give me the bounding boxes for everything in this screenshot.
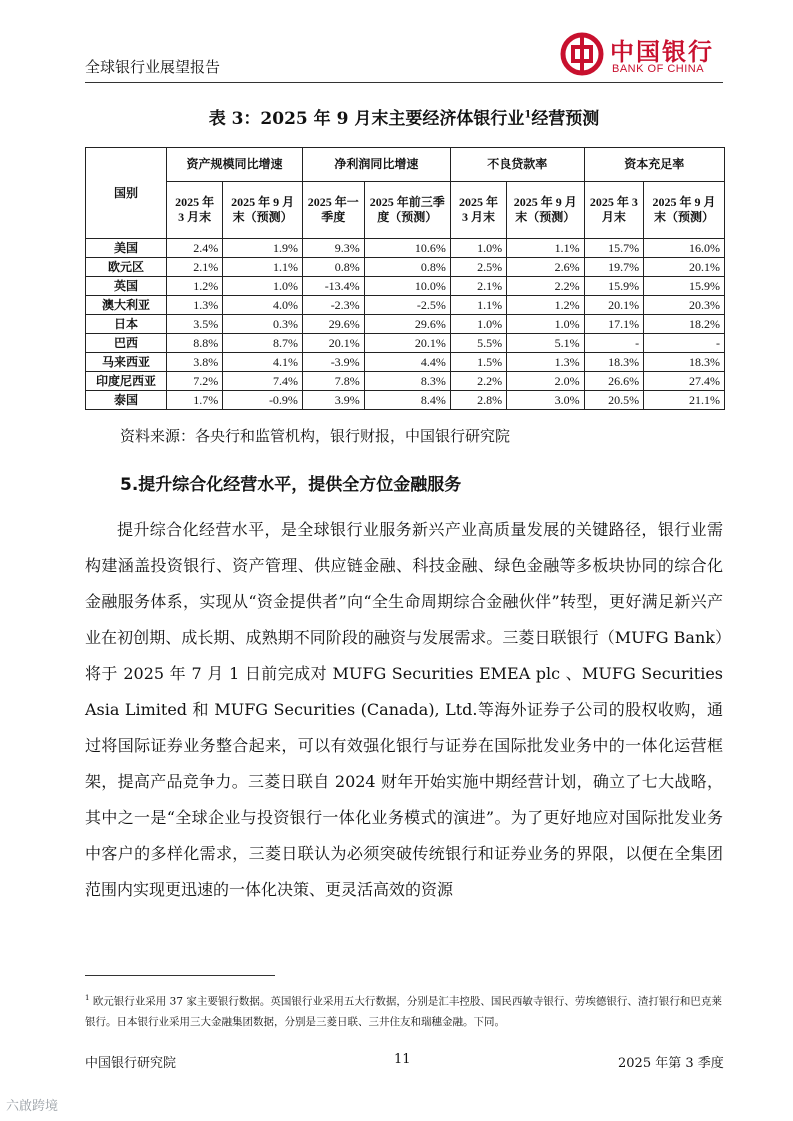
country-cell: 澳大利亚 — [86, 296, 167, 315]
value-cell: 20.1% — [644, 258, 725, 277]
value-cell: 2.6% — [507, 258, 585, 277]
page-number: 11 — [394, 1052, 411, 1067]
country-cell: 英国 — [86, 277, 167, 296]
country-cell: 泰国 — [86, 391, 167, 410]
body-paragraph: 提升综合化经营水平，是全球银行业服务新兴产业高质量发展的关键路径，银行业需构建涵盖投资银行、资产管理、供应链金融、科技金融、绿色金融等多板块协同的综合化金融服务体系，实现从“资金提供者”向“全生命周期综合金融伙伴”转型，更好满足新兴产业在初创期、成长期、成熟期不同阶段的融资与发展需求。三菱日联银行（MUFG Bank）将于 2025 年 7 月 1 日前完成对 MUFG Securities EMEA plc 、MUFG Securities Asia Limited 和 MUFG Securities (Canada), Ltd.等海外证券子公司的股权收购，通过将国际证券业务整合起来，可以有效强化银行与证券在国际批发业务中的一体化运营框架，提高产品竞争力。三菱日联自 2024 财年开始实施中期经营计划，确立了七大战略，其中之一是“全球企业与投资银行一体化业务模式的演进”。为了更好地应对国际批发业务中客户的多样化需求，三菱日联认为必须突破传统银行和证券业务的界限，以便在全集团范围内实现更迅速的一体化决策、更灵活高效的资源 — [85, 520, 723, 899]
value-cell: 21.1% — [644, 391, 725, 410]
value-cell: 3.0% — [507, 391, 585, 410]
table-row — [86, 239, 725, 258]
value-cell: - — [644, 334, 725, 353]
value-cell: 5.1% — [507, 334, 585, 353]
value-cell: -3.9% — [302, 353, 364, 372]
subheader: 2025 年 3 月末 — [450, 182, 506, 239]
table-row — [86, 258, 725, 277]
value-cell: 8.8% — [167, 334, 223, 353]
footnote — [85, 988, 723, 1032]
table-row — [86, 296, 725, 315]
value-cell: -2.5% — [364, 296, 450, 315]
value-cell: 3.9% — [302, 391, 364, 410]
value-cell: 16.0% — [644, 239, 725, 258]
bank-logo-chinese: 中国银行 — [610, 37, 714, 66]
value-cell: 1.0% — [223, 277, 303, 296]
table-row — [86, 391, 725, 410]
value-cell: 2.5% — [450, 258, 506, 277]
value-cell: 26.6% — [584, 372, 644, 391]
value-cell: -0.9% — [223, 391, 303, 410]
country-cell: 美国 — [86, 239, 167, 258]
value-cell: 1.2% — [167, 277, 223, 296]
table-caption — [85, 104, 723, 129]
value-cell: 1.3% — [507, 353, 585, 372]
table-caption-tail: 经营预测 — [531, 109, 600, 129]
footnote-divider — [85, 975, 275, 976]
value-cell: 3.5% — [167, 315, 223, 334]
value-cell: 1.9% — [223, 239, 303, 258]
value-cell: 1.3% — [167, 296, 223, 315]
footnote-text: 欧元银行业采用 37 家主要银行数据。英国银行业采用五大行数据，分别是汇丰控股、国民西敏寺银行、劳埃德银行、渣打银行和巴克莱银行。日本银行业采用三大金融集团数据，分别是三菱日联、三井住友和瑞穗金融。下同。 — [85, 995, 722, 1028]
value-cell: 1.5% — [450, 353, 506, 372]
value-cell: 1.1% — [450, 296, 506, 315]
footer-period: 2025 年第 3 季度 — [618, 1056, 724, 1071]
value-cell: 15.7% — [584, 239, 644, 258]
value-cell: 20.1% — [584, 296, 644, 315]
value-cell: 10.0% — [364, 277, 450, 296]
value-cell: 2.0% — [507, 372, 585, 391]
subheader: 2025 年前三季度（预测） — [364, 182, 450, 239]
value-cell: 10.6% — [364, 239, 450, 258]
value-cell: 8.7% — [223, 334, 303, 353]
value-cell: 2.1% — [167, 258, 223, 277]
bank-emblem-icon — [560, 32, 604, 76]
value-cell: 15.9% — [584, 277, 644, 296]
value-cell: 4.0% — [223, 296, 303, 315]
table-row — [86, 353, 725, 372]
value-cell: 7.8% — [302, 372, 364, 391]
value-cell: 4.1% — [223, 353, 303, 372]
subheader: 2025 年 9 月末（预测） — [644, 182, 725, 239]
footer-publisher: 中国银行研究院 — [85, 1056, 177, 1071]
value-cell: 20.1% — [364, 334, 450, 353]
value-cell: 18.3% — [644, 353, 725, 372]
value-cell: 2.2% — [450, 372, 506, 391]
subheader: 2025 年 9 月末（预测） — [223, 182, 303, 239]
subheader: 2025 年 3 月末 — [584, 182, 644, 239]
value-cell: 29.6% — [302, 315, 364, 334]
value-cell: 7.2% — [167, 372, 223, 391]
group-header-npl-ratio: 不良贷款率 — [450, 148, 584, 182]
value-cell: 4.4% — [364, 353, 450, 372]
report-title: 全球银行业展望报告 — [85, 58, 221, 76]
country-cell: 印度尼西亚 — [86, 372, 167, 391]
banking-forecast-table — [85, 147, 725, 410]
data-source-note: 资料来源：各央行和监管机构，银行财报，中国银行研究院 — [120, 427, 511, 445]
value-cell: 29.6% — [364, 315, 450, 334]
country-cell: 欧元区 — [86, 258, 167, 277]
value-cell: 3.8% — [167, 353, 223, 372]
value-cell: 2.4% — [167, 239, 223, 258]
value-cell: 1.1% — [507, 239, 585, 258]
table-row — [86, 277, 725, 296]
watermark: 六啟跨境 — [6, 1099, 59, 1114]
value-cell: 1.2% — [507, 296, 585, 315]
value-cell: 2.1% — [450, 277, 506, 296]
section-heading: 5.提升综合化经营水平，提供全方位金融服务 — [120, 475, 462, 495]
value-cell: 1.7% — [167, 391, 223, 410]
value-cell: 1.0% — [450, 315, 506, 334]
value-cell: 15.9% — [644, 277, 725, 296]
header-divider — [85, 82, 723, 83]
value-cell: 18.2% — [644, 315, 725, 334]
country-cell: 日本 — [86, 315, 167, 334]
table-row — [86, 334, 725, 353]
bank-logo-english: BANK OF CHINA — [612, 63, 705, 75]
value-cell: 20.1% — [302, 334, 364, 353]
value-cell: 8.3% — [364, 372, 450, 391]
value-cell: 0.3% — [223, 315, 303, 334]
value-cell: 20.5% — [584, 391, 644, 410]
country-column-header: 国别 — [86, 148, 167, 239]
footnote-reference: 1 — [524, 109, 532, 121]
value-cell: - — [584, 334, 644, 353]
subheader: 2025 年一季度 — [302, 182, 364, 239]
value-cell: 20.3% — [644, 296, 725, 315]
group-header-profit-growth: 净利润同比增速 — [302, 148, 450, 182]
value-cell: -13.4% — [302, 277, 364, 296]
value-cell: 27.4% — [644, 372, 725, 391]
subheader: 2025 年 9 月末（预测） — [507, 182, 585, 239]
value-cell: 1.0% — [450, 239, 506, 258]
value-cell: 8.4% — [364, 391, 450, 410]
value-cell: 0.8% — [364, 258, 450, 277]
value-cell: 0.8% — [302, 258, 364, 277]
value-cell: 19.7% — [584, 258, 644, 277]
value-cell: 2.2% — [507, 277, 585, 296]
group-header-capital-adequacy: 资本充足率 — [584, 148, 724, 182]
table-row — [86, 315, 725, 334]
value-cell: 1.0% — [507, 315, 585, 334]
table-caption-main: 表 3：2025 年 9 月末主要经济体银行业 — [208, 109, 525, 129]
table-row — [86, 372, 725, 391]
value-cell: 17.1% — [584, 315, 644, 334]
country-cell: 巴西 — [86, 334, 167, 353]
value-cell: 9.3% — [302, 239, 364, 258]
country-cell: 马来西亚 — [86, 353, 167, 372]
value-cell: 5.5% — [450, 334, 506, 353]
value-cell: -2.3% — [302, 296, 364, 315]
value-cell: 7.4% — [223, 372, 303, 391]
value-cell: 1.1% — [223, 258, 303, 277]
bank-logo — [560, 30, 720, 80]
footnote-mark: 1 — [85, 994, 90, 1002]
value-cell: 2.8% — [450, 391, 506, 410]
value-cell: 18.3% — [584, 353, 644, 372]
group-header-asset-growth: 资产规模同比增速 — [167, 148, 303, 182]
subheader: 2025 年 3 月末 — [167, 182, 223, 239]
